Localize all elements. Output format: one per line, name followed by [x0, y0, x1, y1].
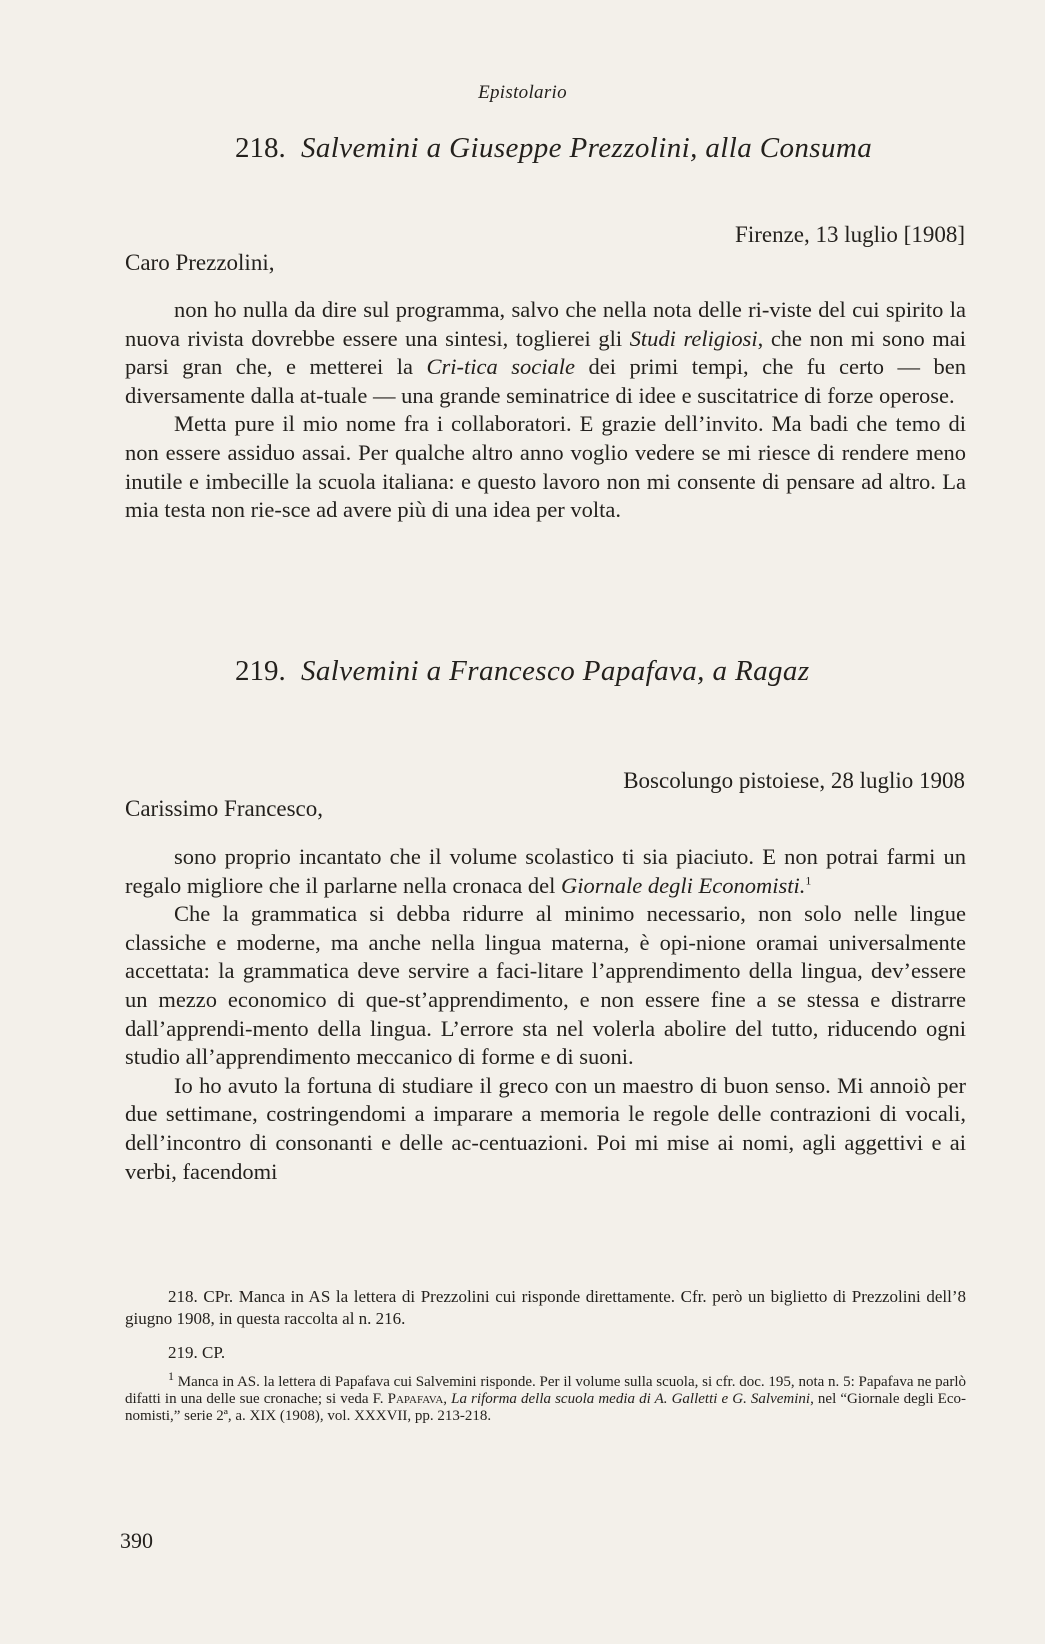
letter-218-p1-text-a: non ho nulla da dire sul programma, salvo che nella nota delle ri-viste del cui spirito la nuova rivista dovrebbe essere una sintesi, toglierei gli [125, 297, 966, 351]
letter-219-salutation: Carissimo Francesco, [125, 796, 324, 821]
letter-218-p1-text-c: dei primi tempi, che fu certo — ben diversamente dalla at-tuale — una grande seminatrice di idee e suscitatrice di forze operose. [125, 354, 966, 408]
letter-219-p1-text: sono proprio incantato che il volume scolastico ti sia piaciuto. E non potrai farmi un regalo migliore che il parlarne nella cronaca del [125, 844, 966, 898]
footnote-1-text-c: , nel “Giornale degli Eco-nomisti,” serie 2ª, a. XIX (1908), vol. XXXVII, pp. 213-218. [125, 1391, 966, 1424]
letter-219-paragraph: Io ho avuto la fortuna di studiare il greco con un maestro di buon senso. Mi annoiò per due settimane, costringendomi a imparare a memoria le regole delle contrazioni di vocali, dell’incontro di consonanti e delle ac-centuazioni. Poi mi mise ai nomi, agli aggettivi e ai verbi, facendomi [125, 1072, 966, 1184]
letter-219-body [125, 843, 966, 1186]
running-head: Epistolario [478, 82, 567, 103]
letter-218-paragraph: Metta pure il mio nome fra i collaboratori. E grazie dell’invito. Ma badi che temo di non essere assiduo assai. Per qualche altro anno voglio vedere se mi riesce di rendere meno inutile e imbecille la scuola italiana: e questo lavoro non mi consente di pensare ad altro. La mia testa non rie-sce ad avere più di una idea per volta. [125, 411, 966, 523]
footnote-1-text-a: Manca in AS. la lettera di Papafava cui Salvemini risponde. Per il volume sulla scuola, si cfr. doc. 195, nota n. 5: Papafava ne parlò difatti in una delle sue cronache; si veda F. [125, 1374, 966, 1407]
letter-219-title: Salvemini a Francesco Papafava, a Ragaz [301, 655, 810, 687]
note-218: 218. CPr. Manca in AS la lettera di Prezzolini cui risponde direttamente. Cfr. però un biglietto di Prezzolini dell’8 giugno 1908, in questa raccolta al n. 216. [125, 1287, 966, 1328]
page-number: 390 [120, 1528, 153, 1553]
editorial-notes [125, 1286, 966, 1425]
note-219: 219. CP. [168, 1343, 226, 1362]
letter-218-paragraph [125, 296, 966, 410]
letter-219-place-date: Boscolungo pistoiese, 28 luglio 1908 [623, 768, 965, 793]
letter-218-salutation: Caro Prezzolini, [125, 250, 275, 275]
footnote-1-work-title: La riforma della scuola media di A. Galletti e G. Salvemini [451, 1391, 811, 1407]
letter-218-p1-text-b: , che non mi sono mai parsi gran che, e metterei la [125, 325, 966, 380]
letter-218-title: Salvemini a Giuseppe Prezzolini, alla Consuma [301, 132, 873, 164]
footnote-1-text-b: , [443, 1391, 452, 1407]
footnote-1 [125, 1369, 966, 1425]
letter-219-paragraph [125, 843, 966, 900]
letter-218-number: 218. [235, 132, 286, 164]
letter-218-heading [235, 132, 872, 165]
footnote-1-marker: 1 [168, 1369, 174, 1383]
letter-219-number: 219. [235, 655, 286, 687]
critica-sociale-title: Cri-tica sociale [426, 354, 575, 380]
studi-religiosi-title: Studi religiosi [629, 325, 758, 351]
giornale-economisti-title: Giornale degli Economisti. [561, 872, 806, 898]
letter-218-place-date: Firenze, 13 luglio [1908] [735, 222, 965, 247]
letter-218-body [125, 296, 966, 525]
letter-219-heading [235, 655, 810, 688]
footnote-1-author: Papafava [387, 1391, 444, 1407]
footnote-marker: 1 [805, 873, 812, 888]
letter-219-paragraph: Che la grammatica si debba ridurre al minimo necessario, non solo nelle lingue classiche e moderne, ma anche nella lingua materna, è opi-nione oramai universalmente accettata: la grammatica deve servire a faci-litare l’apprendimento della lingua, dev’essere un mezzo economico di que-st’apprendimento, e non essere fine a se stessa e distrarre dall’apprendi-mento della lingua. L’errore sta nel volerla abolire del tutto, riducendo ogni studio all’apprendimento meccanico di forme e di suoni. [125, 901, 966, 1070]
